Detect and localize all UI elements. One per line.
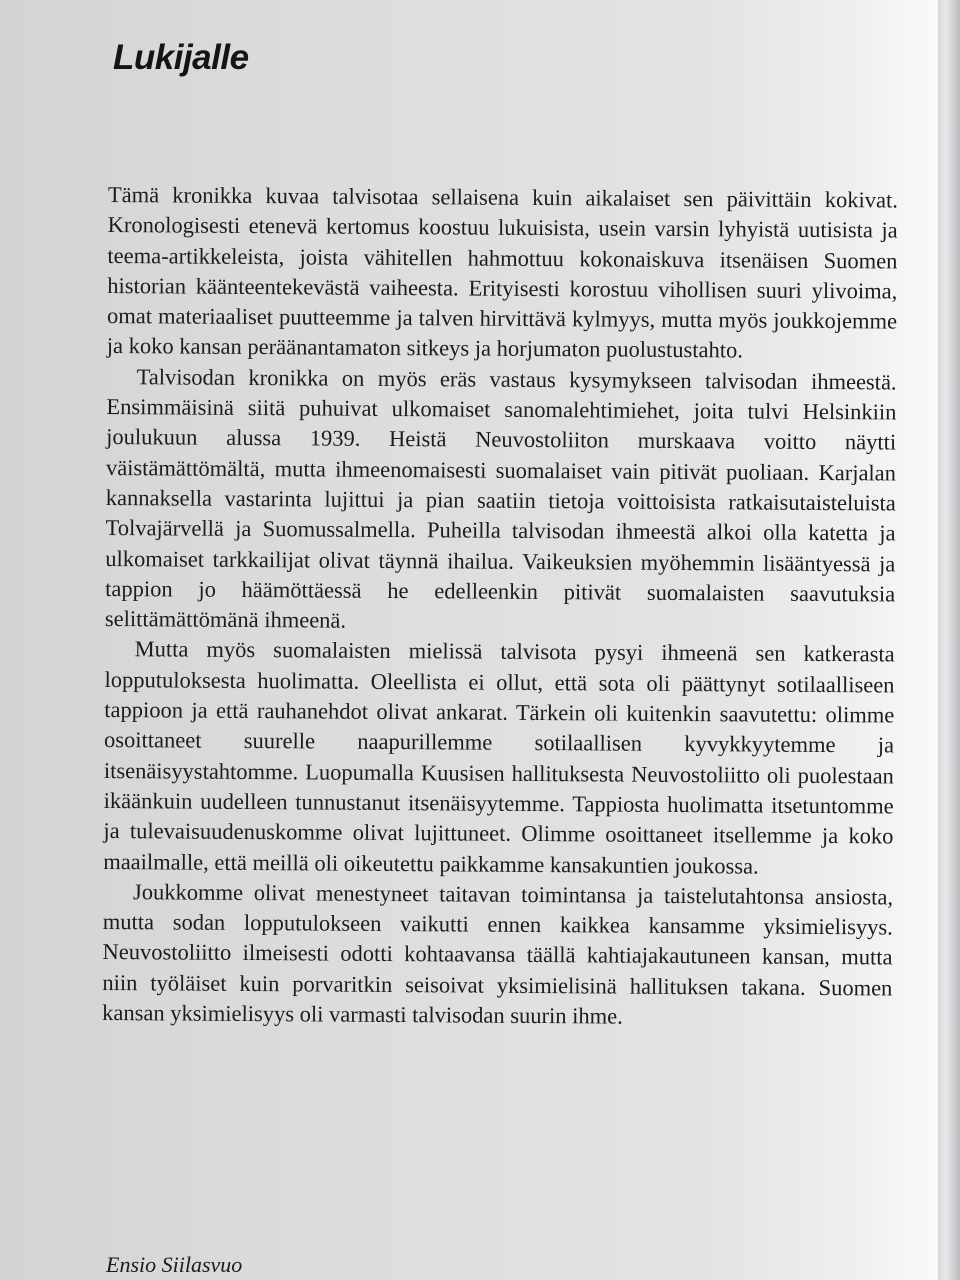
author-signature: Ensio Siilasvuo [106, 1252, 243, 1277]
body-text [102, 180, 898, 1034]
paragraph: Mutta myös suomalaisten mielissä talvisota pysyi ihmeenä sen katkerasta lopputuloksesta huolimatta. Oleellista ei ollut, että sota oli päättynyt sotilaalliseen tappioon ja että rauhanehdot olivat ankarat. Tärkein oli kuitenkin saavutettu: olimme osoittaneet suurelle naapurillemme sotilaallisen kyvykkyytemme ja itsenäisyystahtomme. Luopumalla Kuusisen hallituksesta Neuvostoliitto oli puolestaan ikäänkuin uudelleen tunnustanut itsenäisyytemme. Tappiosta huolimatta itsetuntomme ja tulevaisuudenuskomme olivat lujittuneet. Olimme osoittaneet itsellemme ja koko maailmalle, että meillä oli oikeutettu paikkamme kansakuntien joukossa. [103, 636, 895, 879]
paragraph: Talvisodan kronikka on myös eräs vastaus kysymykseen talvisodan ihmeestä. Ensimmäisinä siitä puhuivat ulkomaiset sanomalehtimiehet, joita tulvi Helsinkiin joulukuun alussa 1939. Heistä Neuvostoliiton murskaava voitto näytti väistämättömältä, mutta ihmeenomaisesti suomalaiset vain pitivät puoliaan. Karjalan kannaksella vastarinta lujittui ja pian saatiin tietoja voittoisista ratkaisutaisteluista Tolvajärvellä ja Suomussalmella. Puheilla talvisodan ihmeestä alkoi olla katetta ja ulkomaiset tarkkailijat olivat täynnä ihailua. Vaikeuksien myöhemmin lisääntyessä ja tappion jo häämöttäessä he edelleenkin pitivät suomalaisten saavutuksia selittämättömänä ihmeenä. [104, 363, 897, 633]
paragraph: Joukkomme olivat menestyneet taitavan toimintansa ja taistelutahtonsa ansiosta, mutta sodan lopputulokseen vaikutti ennen kaikkea kansamme yksimielisyys. Neuvostoliitto ilmeisesti odotti kohtaavansa täällä kahtiajakautuneen kansan, mutta niin työläiset kuin porvaritkin seisoivat yksimielisinä hallituksen takana. Suomen kansan yksimielisyys oli varmasti talvisodan suurin ihme. [102, 879, 894, 1029]
page-edge [938, 0, 960, 1280]
paragraph: Tämä kronikka kuvaa talvisotaa sellaisena kuin aikalaiset sen päivittäin kokivat. Kronologisesti etenevä kertomus koostuu lukuisista, usein varsin lyhyistä uutisista ja teema-artikkeleista, joista vähitellen hahmottuu kokonaiskuva itsenäisen Suomen historian käänteentekevästä vaiheesta. Erityisesti korostuu vihollisen suuri ylivoima, omat materiaaliset puutteemme ja talven hirvittävä kylmyys, mutta myös joukkojemme ja koko kansan peräänantamaton sitkeys ja horjumaton puolustustahto. [106, 181, 898, 363]
page-heading: Lukijalle [113, 38, 249, 77]
